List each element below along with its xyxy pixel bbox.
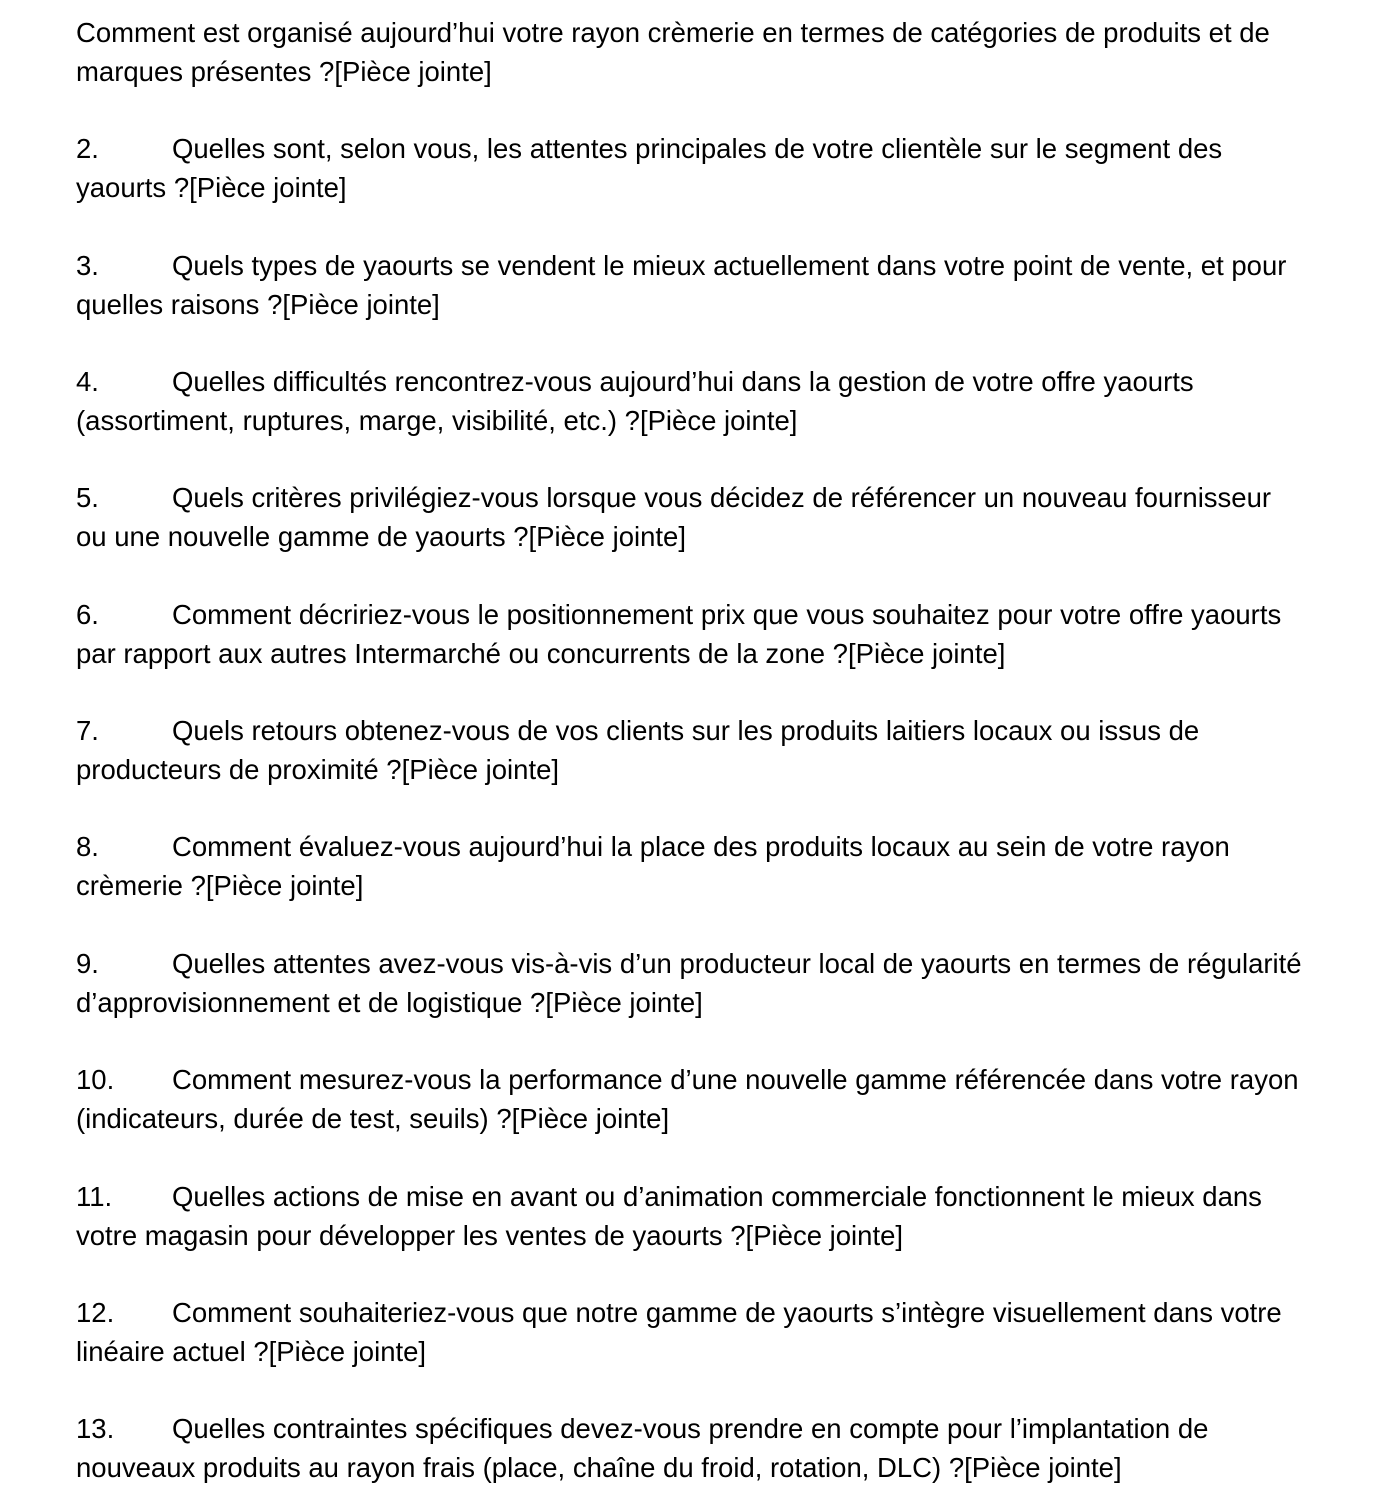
question-text: Quelles contraintes spécifiques devez-vous prendre en compte pour l’implantation de nouveaux produits au rayon frais (place, chaîne du froid, rotation, DLC) ?[Pièce jointe] (76, 1413, 1209, 1483)
question-text: Quelles attentes avez-vous vis-à-vis d’un producteur local de yaourts en termes de régularité d’approvisionnement et de logistique ?[Pièce jointe] (76, 948, 1302, 1018)
question-number: 13. (76, 1413, 115, 1444)
question-3 (76, 246, 1306, 324)
question-text: Comment mesurez-vous la performance d’une nouvelle gamme référencée dans votre rayon (indicateurs, durée de test, seuils) ?[Pièce jointe] (76, 1064, 1299, 1134)
question-number: 11. (76, 1181, 113, 1212)
question-text: Comment évaluez-vous aujourd’hui la place des produits locaux au sein de votre rayon crèmerie ?[Pièce jointe] (76, 831, 1230, 901)
question-text: Quelles difficultés rencontrez-vous aujourd’hui dans la gestion de votre offre yaourts (assortiment, ruptures, marge, visibilité, etc.) ?[Pièce jointe] (76, 366, 1194, 436)
question-1 (76, 13, 1306, 91)
question-number: 4. (76, 366, 99, 397)
question-text: Quels critères privilégiez-vous lorsque vous décidez de référencer un nouveau fournisseur ou une nouvelle gamme de yaourts ?[Pièce jointe] (76, 482, 1272, 552)
question-text: Comment souhaiteriez-vous que notre gamme de yaourts s’intègre visuellement dans votre linéaire actuel ?[Pièce jointe] (76, 1297, 1282, 1367)
question-number: 6. (76, 599, 99, 630)
question-11 (76, 1177, 1306, 1255)
question-7 (76, 711, 1306, 789)
question-number: 12. (76, 1297, 115, 1328)
question-number: 7. (76, 715, 99, 746)
question-number: 2. (76, 133, 99, 164)
question-text: Comment est organisé aujourd’hui votre rayon crèmerie en termes de catégories de produits et de marques présentes ?[Pièce jointe] (76, 17, 1270, 87)
question-2 (76, 129, 1306, 207)
question-number: 9. (76, 948, 99, 979)
question-number: 8. (76, 831, 99, 862)
question-text: Quelles actions de mise en avant ou d’animation commerciale fonctionnent le mieux dans votre magasin pour développer les ventes de yaourts ?[Pièce jointe] (76, 1181, 1262, 1251)
question-12 (76, 1293, 1306, 1371)
question-8 (76, 827, 1306, 905)
question-6 (76, 595, 1306, 673)
question-number: 3. (76, 250, 99, 281)
question-13 (76, 1409, 1306, 1487)
question-text: Quels retours obtenez-vous de vos clients sur les produits laitiers locaux ou issus de producteurs de proximité ?[Pièce jointe] (76, 715, 1200, 785)
question-text: Quelles sont, selon vous, les attentes principales de votre clientèle sur le segment des yaourts ?[Pièce jointe] (76, 133, 1223, 203)
question-4 (76, 362, 1306, 440)
question-9 (76, 944, 1306, 1022)
question-text: Quels types de yaourts se vendent le mieux actuellement dans votre point de vente, et pour quelles raisons ?[Pièce jointe] (76, 250, 1287, 320)
question-number: 5. (76, 482, 99, 513)
question-5 (76, 478, 1306, 556)
question-text: Comment décririez-vous le positionnement prix que vous souhaitez pour votre offre yaourts par rapport aux autres Intermarché ou concurrents de la zone ?[Pièce jointe] (76, 599, 1282, 669)
question-10 (76, 1060, 1306, 1138)
question-number: 10. (76, 1064, 115, 1095)
